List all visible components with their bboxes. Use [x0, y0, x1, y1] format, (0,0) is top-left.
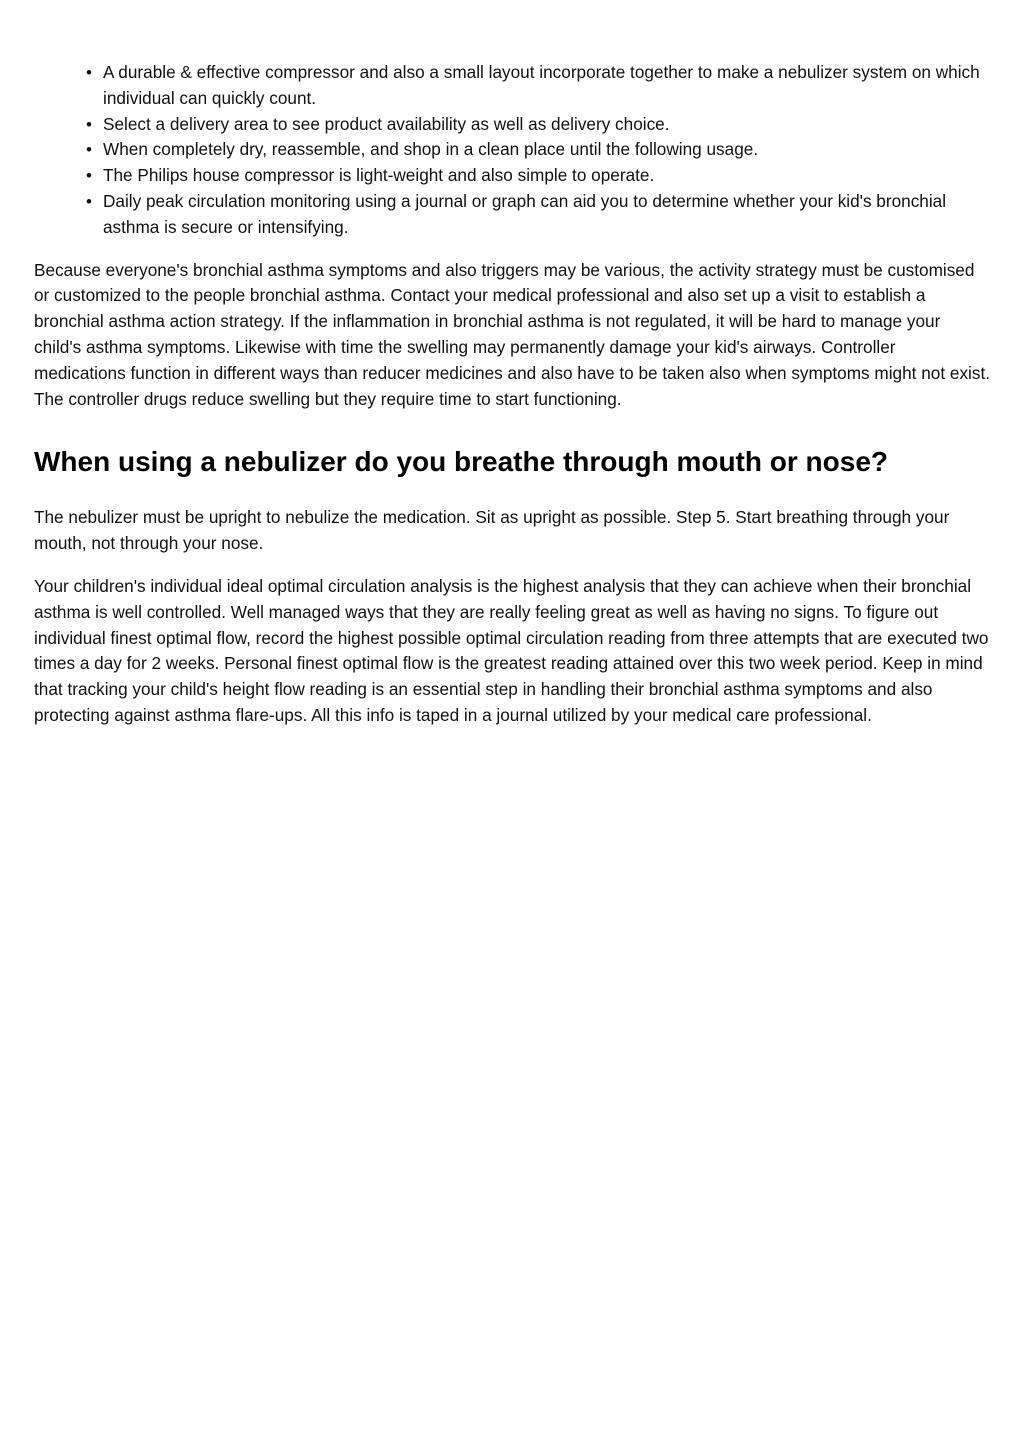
list-item-text: Select a delivery area to see product availability as well as delivery choice. — [103, 113, 670, 134]
bullet-icon: • — [86, 140, 92, 160]
bullet-icon: • — [86, 166, 92, 186]
bullet-icon: • — [86, 191, 92, 211]
list-item-text: Daily peak circulation monitoring using a journal or graph can aid you to determine whether your kid's bronchial asthma is secure or intensifying. — [103, 190, 947, 237]
list-item — [86, 189, 990, 241]
section-heading: When using a nebulizer do you breathe through mouth or nose? — [34, 446, 888, 478]
list-item — [86, 60, 990, 112]
asthma-action-plan-paragraph: Because everyone's bronchial asthma symptoms and also triggers may be various, the activity strategy must be customised or customized to the people bronchial asthma. Contact your medical professional and also set up a visit to establish a bronchial asthma action strategy. If the inflammation in bronchial asthma is not regulated, it will be hard to manage your child's asthma symptoms. Likewise with time the swelling may permanently damage your kid's airways. Controller medications function in different ways than reducer medicines and also have to be taken also when symptoms might not exist. The controller drugs reduce swelling but they require time to start functioning. — [34, 259, 991, 409]
feature-bullet-list — [34, 60, 990, 241]
list-item — [86, 112, 990, 138]
nebulizer-breathing-paragraph: The nebulizer must be upright to nebulize the medication. Sit as upright as possible. Step 5. Start breathing through your mouth, not through your nose. — [34, 507, 950, 554]
list-item-text: The Philips house compressor is light-weight and also simple to operate. — [103, 165, 655, 186]
bullet-icon: • — [86, 114, 92, 134]
peak-flow-paragraph: Your children's individual ideal optimal circulation analysis is the highest analysis that they can achieve when their bronchial asthma is well controlled. Well managed ways that they are really feeling great as well as having no signs. To figure out individual finest optimal flow, record the highest possible optimal circulation reading from three attempts that are executed two times a day for 2 weeks. Personal finest optimal flow is the greatest reading attained over this two week period. Keep in mind that tracking your child's height flow reading is an essential step in handling their bronchial asthma symptoms and also protecting against asthma flare-ups. All this info is taped in a journal utilized by your medical care professional. — [34, 575, 989, 725]
list-item — [86, 137, 990, 163]
bullet-icon: • — [86, 63, 92, 82]
list-item-text: A durable & effective compressor and also a small layout incorporate together to make a nebulizer system on which individual can quickly count. — [103, 62, 980, 108]
list-item-text: When completely dry, reassemble, and shop in a clean place until the following usage. — [103, 139, 759, 160]
list-item — [86, 163, 990, 189]
